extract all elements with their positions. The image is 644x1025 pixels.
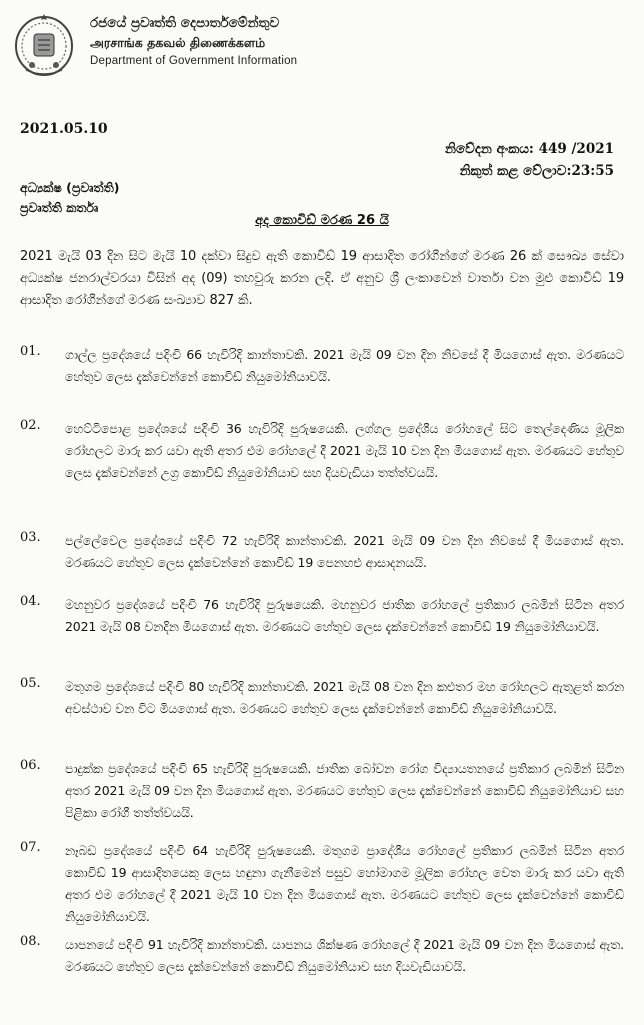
item-number: 04. [20,594,41,609]
addressee-line-1: අධ්‍යක්ෂ (ප්‍රවෘත්ති) [20,180,120,195]
department-name-sinhala: රජයේ ප්‍රවෘත්ති දෙපාර්තමේන්තුව [90,15,280,31]
item-text: යාපනයේ පදිංචි 91 හැවිරිදි කාන්තාවකි. යාපනය ශික්ෂණ රෝහලේ දී 2021 මැයි 09 වන දින මියගොස් ඇත. මරණයට හේතුව ලෙස දැක්වෙන්නේ කොවිඩ් නියුමෝනියාව සහ දියවැඩියාවයි. [65,937,624,974]
item-text: නෑබඩ ප්‍රදේශයේ පදිංචි 64 හැවිරිදි පුරුෂයෙකි. මතුගම ප්‍රාදේශීය රෝහලේ ප්‍රතිකාර ලබමින් සිටින අතර කොවිඩ් 19 ආසාදිතයෙකු ලෙස හඳුනා ගැනීමෙන් පසුව හෝමාගම මූලික රෝහල වෙත මාරු කර යවා ඇති අතර එම රෝහලේ දී 2021 මැයි 10 වන දින මියගොස් ඇත. මරණයට හේතුව ලෙස දැක්වෙන්නේ කොවිඩ් නියුමෝනියාවයි. [65,843,624,924]
item-number: 07. [20,840,41,855]
item-text: පල්ලේවෙල ප්‍රදේශයේ පදිංචි 72 හැවිරිදි කාන්තාවකි. 2021 මැයි 09 වන දින නිවසේ දී මියගොස් ඇත. මරණයට හේතුව ලෙස දැක්වෙන්නේ කොවිඩ් 19 පෙනහළු ආසාදනයයි. [65,533,624,570]
item-number: 02. [20,418,41,433]
addressee [20,178,119,218]
item-text: පාදුක්ක ප්‍රදේශයේ පදිංචි 65 හැවිරිදි පුරුෂයෙකි. ජාතික බෝවන රෝග විද්‍යායතනයේ ප්‍රතිකාර ලබමින් සිටින අතර 2021 මැයි 09 වන දින මියගොස් ඇත. මරණයට හේතුව ලෙස දැක්වෙන්නේ කොවිඩ් නියුමෝනියාව සහ පිළිකා රෝගී තත්ත්වයයි. [65,761,624,820]
department-name-english: Department of Government Information [90,55,298,67]
item-number: 06. [20,758,41,773]
document-heading [0,213,644,228]
department-name-tamil: அரசாங்க தகவல் திணைக்களம் [90,35,266,50]
intro-paragraph: 2021 මැයි 03 දින සිට මැයි 10 දක්වා සිදුව ඇති කොවිඩ් 19 ආසාදිත රෝගීන්ගේ මරණ 26 ක් සෞඛ්‍ය සේවා අධ්‍යක්ෂ ජනරාල්වරයා විසින් අද (09) තහවුරු කරන ලදි. ඒ අනුව ශ්‍රී ලංකාවෙන් වාර්තා වන මුළු කොවිඩ් 19 ආසාදිත රෝගීන්ගේ මරණ සංඛ්‍යාව 827 කි. [20,249,624,308]
item-number: 05. [20,676,41,691]
item-text: හෙට්ටිපොළ ප්‍රදේශයේ පදිංචි 36 හැවිරිදි පුරුෂයෙකි. ලග්ගල ප්‍රදේශීය රෝහලේ සිට තෙල්දෙණිය මූලික රෝහලට මාරු කර යවා ඇති අතර එම රෝහලේ දී 2021 මැයි 10 වන දින මියගොස් ඇත. මරණයට හේතුව ලෙස දැක්වෙන්නේ උග්‍ර කොවිඩ් නියුමෝනියාව සහ දියවැඩියා තත්ත්වයයි. [65,421,624,480]
letterhead [8,6,328,80]
release-info [445,138,614,182]
item-number: 01. [20,344,41,359]
item-number: 08. [20,934,41,949]
release-time: නිකුත් කළ වේලාව:23:55 [459,163,614,179]
item-text: මහනුවර ප්‍රදේශයේ පදිංචි 76 හැවිරිදි පුරුෂයෙකි. මහනුවර ජාතික රෝහලේ ප්‍රතිකාර ලබමින් සිටින අතර 2021 මැයි 08 වනදින මියගොස් ඇත. මරණයට හේතුව ලෙස දැක්වෙන්නේ කොවිඩ් 19 නියුමෝනියාවයි. [65,597,624,634]
item-text: ගාල්ල ප්‍රදේශයේ පදිංචි 66 හැවිරිදි කාන්තාවකි. 2021 මැයි 09 වන දින නිවසේ දී මියගොස් ඇත. මරණයට හේතුව ලෙස දැක්වෙන්නේ කොවිඩ් නියුමෝනියාවයි. [65,347,624,384]
item-number: 03. [20,530,41,545]
department-name [90,14,330,71]
release-date: 2021.05.10 [20,121,108,137]
sri-lanka-emblem-icon [12,10,76,78]
heading-text: අද කොවිඩ් මරණ 26 යි [255,213,389,228]
item-text: මතුගම ප්‍රදේශයේ පදිංචි 80 හැවිරිදි කාන්තාවකි. 2021 මැයි 08 වන දින කළුතර මහ රෝහලට ඇතුළත් කරන අවස්ථාව වන විට මියගොස් ඇත. මරණයට හේතුව ලෙස දැක්වෙන්නේ කොවිඩ් නියුමෝනියාවයි. [65,679,624,716]
addressee-line-2: ප්‍රවෘත්ති කර්තෘ [20,200,99,215]
release-number: නිවේදන අංකය: 449 /2021 [445,141,614,157]
